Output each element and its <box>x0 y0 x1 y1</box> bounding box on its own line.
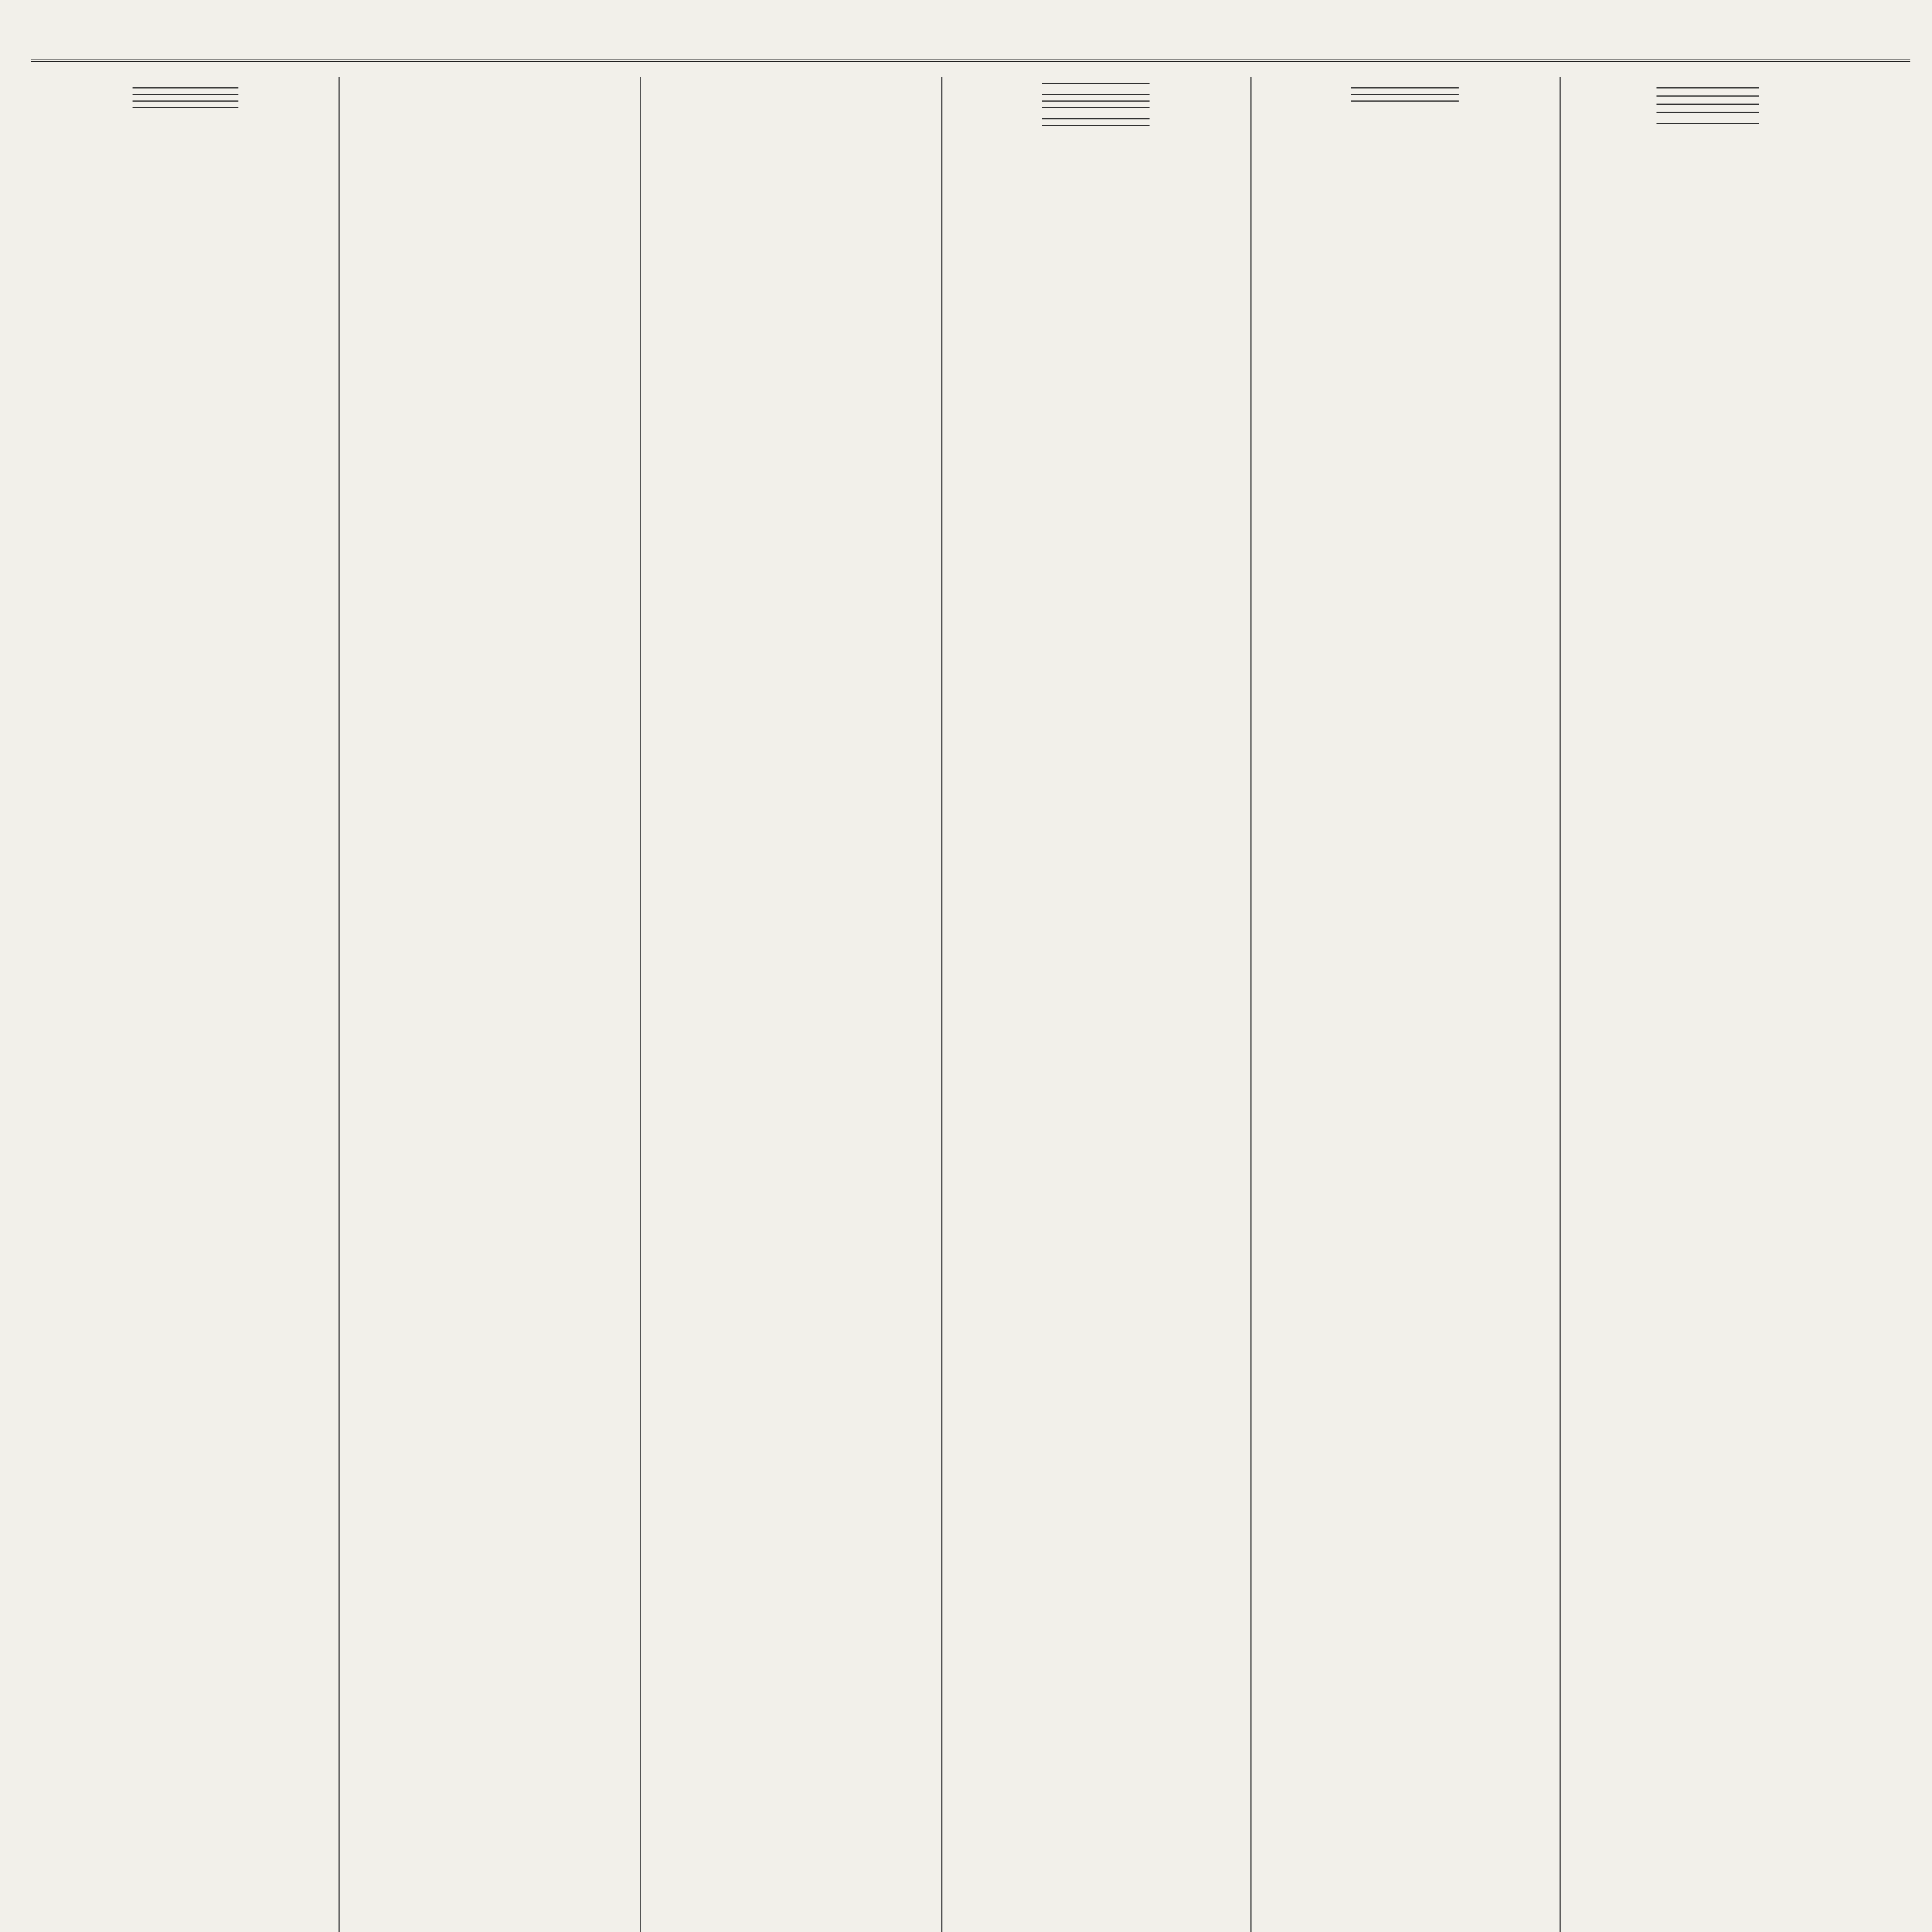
column-3 <box>645 77 936 1932</box>
column-2 <box>344 77 634 1932</box>
column-rule <box>1250 77 1252 1932</box>
masthead <box>31 15 1910 62</box>
column-rule <box>640 77 641 1932</box>
column-6 <box>1565 77 1851 1932</box>
column-4 <box>947 77 1245 1932</box>
column-5 <box>1256 77 1554 1932</box>
column-rule <box>941 77 942 1932</box>
column-rule <box>338 77 340 1932</box>
column-rule <box>1560 77 1561 1932</box>
column-1 <box>39 77 332 1932</box>
